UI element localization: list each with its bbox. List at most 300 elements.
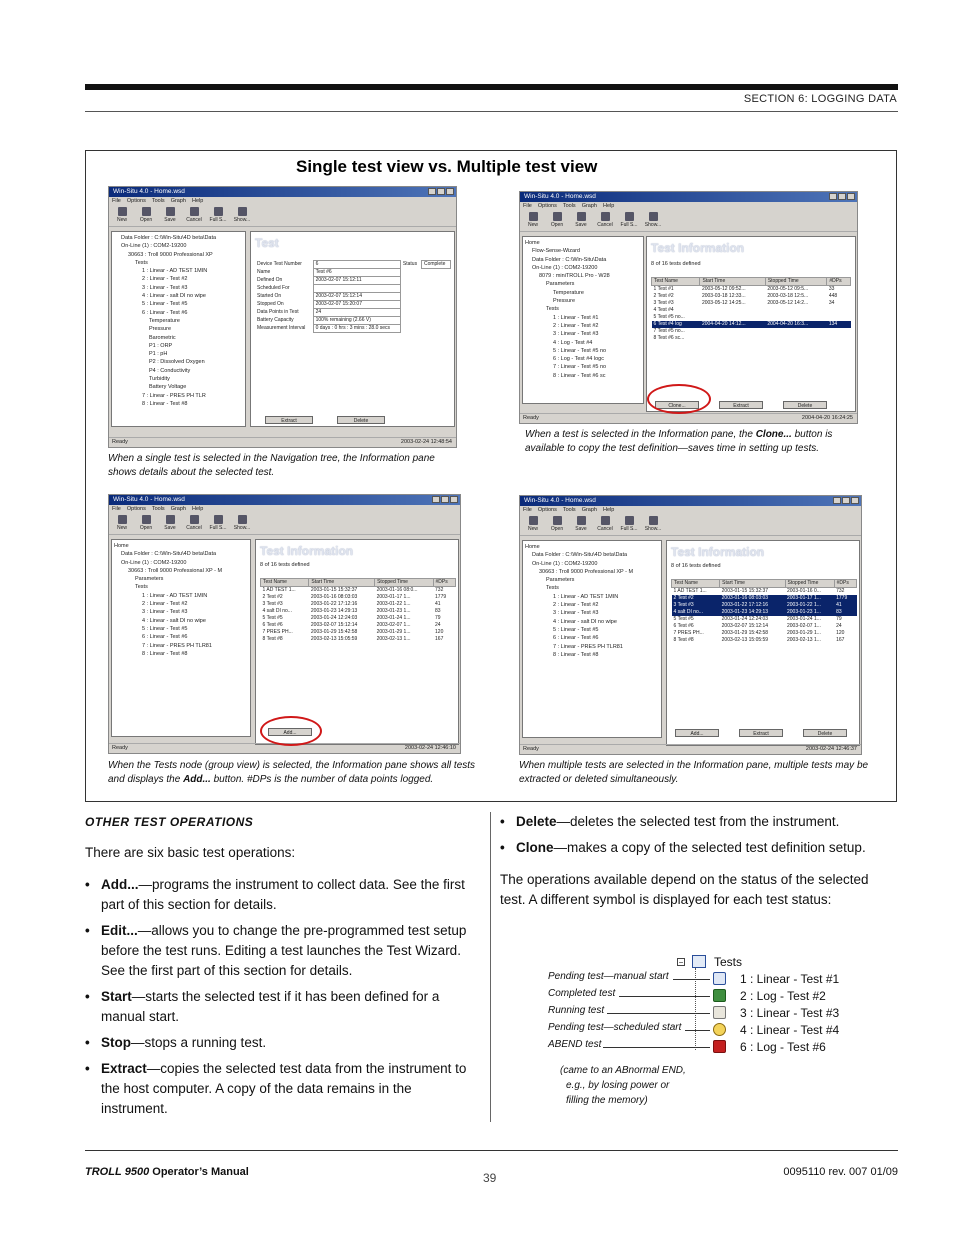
detail-label: Data Points in Test bbox=[257, 309, 299, 315]
tree-node: 5 : Linear - Test #5 no bbox=[553, 347, 607, 354]
test-details bbox=[255, 260, 451, 333]
section-label: SECTION 6: LOGGING DATA bbox=[743, 93, 897, 105]
operation-term: Start bbox=[101, 989, 132, 1004]
status-tree-item: 2 : Log - Test #2 bbox=[740, 989, 826, 1003]
toolbar-icon bbox=[142, 207, 151, 216]
leader-line bbox=[673, 979, 710, 980]
toolbar-label: Cancel bbox=[597, 222, 613, 228]
detail-value: 100% remaining (2.66 V) bbox=[313, 317, 400, 325]
toolbar-label: Save bbox=[575, 222, 587, 228]
menu-item: Help bbox=[602, 507, 615, 513]
toolbar-label: Save bbox=[164, 525, 176, 531]
operation-term: Extract bbox=[101, 1061, 147, 1076]
table-cell: 2003-01-22 17:12:16 bbox=[720, 602, 785, 609]
tree-node: 8 : Linear - Test #6 sc bbox=[553, 372, 606, 379]
table-cell: 2003-01-23 1... bbox=[785, 609, 834, 616]
operation-term: Delete bbox=[516, 814, 557, 829]
detail-value: 24 bbox=[313, 309, 400, 317]
table-row bbox=[652, 307, 851, 314]
table-cell bbox=[827, 314, 851, 321]
table-cell bbox=[700, 314, 765, 321]
table-row bbox=[672, 630, 857, 637]
toolbar-button bbox=[113, 207, 131, 225]
page-number: 39 bbox=[483, 1171, 497, 1185]
toolbar-button bbox=[596, 212, 614, 230]
toolbar-button bbox=[620, 212, 638, 230]
table-row bbox=[652, 321, 851, 328]
table-cell: 41 bbox=[834, 602, 856, 609]
toolbar-icon bbox=[529, 516, 538, 525]
toolbar-label: Full S... bbox=[209, 217, 227, 223]
tree-node: P1 : pH bbox=[149, 351, 168, 358]
menu-item: Graph bbox=[170, 506, 186, 512]
menubar bbox=[520, 202, 857, 211]
window-title: Win-Situ 4.0 - Home.wsd bbox=[524, 193, 596, 200]
tree-node: 8079 : miniTROLL Pro - W28 bbox=[539, 273, 610, 280]
tree-node: 7 : Linear - PRES PH TLR81 bbox=[142, 642, 212, 649]
tests-table bbox=[260, 578, 456, 643]
window-title: Win-Situ 4.0 - Home.wsd bbox=[113, 496, 185, 503]
table-row bbox=[261, 594, 456, 601]
detail-label: Device Test Number bbox=[257, 261, 302, 267]
toolbar-label: Full S... bbox=[620, 222, 638, 228]
table-cell: 8 Test #8 bbox=[673, 637, 694, 643]
menu-item: File bbox=[112, 198, 121, 204]
detail-label: Scheduled For bbox=[257, 285, 290, 291]
table-cell: 2003-01-23 14:29:13 bbox=[720, 609, 785, 616]
clone-button: Clone... bbox=[655, 401, 699, 409]
toolbar-button bbox=[161, 515, 179, 533]
toolbar-label: Show... bbox=[233, 525, 251, 531]
toolbar-icon bbox=[625, 516, 634, 525]
toolbar-label: New bbox=[116, 217, 127, 223]
tree-node: Pressure bbox=[149, 326, 172, 333]
tree-node: 3 : Linear - Test #3 bbox=[553, 610, 599, 617]
tree-node: 6 : Linear - Test #6 bbox=[553, 635, 599, 642]
toolbar bbox=[109, 206, 456, 227]
toolbar-label: Cancel bbox=[597, 526, 613, 532]
add-highlight-circle bbox=[260, 716, 322, 746]
test-status-diagram bbox=[545, 950, 875, 1110]
status-time: 2004-04-20 16:24:25 bbox=[801, 415, 853, 421]
table-row bbox=[652, 328, 851, 335]
table-cell: 2003-02-13 1... bbox=[376, 636, 411, 642]
tree-node: Temperature bbox=[149, 317, 180, 324]
table-cell: 2003-05-12 09:5... bbox=[767, 286, 809, 292]
toolbar-button bbox=[137, 207, 155, 225]
maximize-icon bbox=[842, 497, 850, 504]
tree-node: 2 : Linear - Test #2 bbox=[553, 322, 599, 329]
table-cell bbox=[765, 307, 827, 314]
status-text: Ready bbox=[523, 746, 539, 752]
close-icon bbox=[446, 188, 454, 195]
toolbar-label: Cancel bbox=[186, 525, 202, 531]
table-cell: 2003-01-16 0... bbox=[787, 588, 821, 594]
status-time: 2003-02-24 12:48:54 bbox=[400, 439, 452, 445]
toolbar-icon bbox=[214, 515, 223, 524]
table-cell: 4 Test #4 bbox=[653, 307, 674, 313]
table-cell: 2003-01-16 08:03:03 bbox=[720, 595, 785, 602]
information-pane bbox=[255, 539, 459, 745]
navigation-tree bbox=[111, 231, 246, 427]
menu-item: Graph bbox=[581, 203, 597, 209]
table-cell: 5 Test #5 bbox=[262, 615, 283, 621]
menu-item: Help bbox=[191, 198, 204, 204]
operation-item bbox=[85, 875, 477, 915]
status-tree-item: 3 : Linear - Test #3 bbox=[740, 1006, 840, 1020]
table-cell bbox=[827, 335, 851, 342]
window-title: Win-Situ 4.0 - Home.wsd bbox=[524, 497, 596, 504]
toolbar-icon bbox=[577, 516, 586, 525]
menubar bbox=[109, 197, 456, 206]
tree-node: 1 : Linear - AD TEST 1MIN bbox=[142, 592, 208, 599]
detail-row bbox=[255, 285, 451, 293]
menu-item: Graph bbox=[170, 198, 186, 204]
table-cell: 2 Test #2 bbox=[653, 293, 674, 299]
operations-list-left bbox=[85, 875, 477, 1119]
table-row bbox=[652, 293, 851, 300]
menu-item: Tools bbox=[562, 203, 576, 209]
extract-button: Extract bbox=[265, 416, 313, 424]
tree-node: On-Line (1) : COM2-19200 bbox=[532, 264, 598, 271]
menu-item: Tools bbox=[151, 506, 165, 512]
table-cell: 41 bbox=[435, 601, 441, 607]
status-label: Pending test—manual start bbox=[548, 971, 669, 982]
table-row bbox=[672, 588, 857, 596]
tree-node: Data Folder : C:\Win-Situ\4D beta\Data bbox=[532, 552, 628, 559]
table-cell: 2003-01-24 1... bbox=[787, 616, 821, 622]
column-header: #DPs bbox=[433, 579, 455, 587]
tree-node: 4 : Linear - salt DI no wipe bbox=[553, 618, 617, 625]
maximize-icon bbox=[437, 188, 445, 195]
operation-description: —stops a running test. bbox=[131, 1035, 267, 1050]
tree-node: 3 : Linear - Test #3 bbox=[142, 609, 188, 616]
toolbar-label: New bbox=[527, 526, 538, 532]
detail-value: 6 bbox=[313, 261, 400, 269]
table-row bbox=[261, 608, 456, 615]
tree-node: Data Folder : C:\Win-Situ\4D beta\Data bbox=[121, 551, 217, 558]
toolbar-icon bbox=[118, 207, 127, 216]
toolbar-icon bbox=[166, 515, 175, 524]
maximize-icon bbox=[838, 193, 846, 200]
column-divider bbox=[490, 812, 491, 1122]
tree-node: Parameters bbox=[135, 576, 164, 583]
add-button: Add... bbox=[268, 728, 312, 736]
toolbar-icon bbox=[238, 515, 247, 524]
tree-node: Home bbox=[114, 543, 129, 549]
toolbar-label: Open bbox=[550, 222, 564, 228]
table-cell: 2003-01-29 1... bbox=[787, 630, 821, 636]
leader-line bbox=[619, 996, 710, 997]
table-row bbox=[672, 616, 857, 623]
table-row bbox=[652, 300, 851, 307]
table-cell: 2003-05-12 14:25... bbox=[701, 300, 746, 306]
navigation-tree bbox=[111, 539, 251, 737]
table-cell: 2003-01-22 1... bbox=[376, 601, 411, 607]
table-row bbox=[261, 622, 456, 629]
toolbar-label: Open bbox=[550, 526, 564, 532]
tree-node: 30663 : Troll 9000 Professional XP bbox=[128, 251, 213, 258]
toolbar-icon bbox=[577, 212, 586, 221]
window-title: Win-Situ 4.0 - Home.wsd bbox=[113, 188, 185, 195]
status-time: 2003-02-24 12:46:10 bbox=[404, 745, 456, 751]
detail-row bbox=[255, 301, 451, 309]
tree-node: On-Line (1) : COM2-19200 bbox=[121, 559, 187, 566]
table-cell: 1 AD TEST 1... bbox=[262, 587, 296, 593]
right-column bbox=[500, 812, 895, 910]
pane-title: Test Information bbox=[651, 241, 745, 255]
tree-node: 3 : Linear - Test #3 bbox=[553, 331, 599, 338]
table-cell: 2003-01-15 15:32:37 bbox=[310, 587, 358, 593]
operation-description: —programs the instrument to collect data. See the first part of this section for details. bbox=[101, 877, 465, 912]
toolbar-label: Cancel bbox=[186, 217, 202, 223]
table-cell bbox=[765, 314, 827, 321]
operations-list-right bbox=[500, 812, 895, 858]
tree-node: 6 : Linear - Test #6 bbox=[142, 309, 188, 316]
tree-node: 4 : Linear - salt DI no wipe bbox=[142, 617, 206, 624]
table-cell: 2003-01-16 08:03:03 bbox=[310, 594, 358, 600]
tree-node: 5 : Linear - Test #5 bbox=[553, 626, 599, 633]
screenshot-group-view bbox=[108, 494, 461, 754]
table-row bbox=[652, 286, 851, 294]
table-cell: 2003-01-23 14:29:13 bbox=[310, 608, 358, 614]
detail-row bbox=[255, 317, 451, 325]
pane-title: Test Information bbox=[260, 544, 354, 558]
table-cell: 33 bbox=[828, 286, 835, 292]
table-cell: 732 bbox=[836, 588, 845, 594]
operation-item bbox=[85, 921, 477, 981]
table-cell: 6 Test #6 bbox=[673, 623, 694, 629]
table-row bbox=[672, 609, 857, 616]
tree-node: 7 : Linear - Test #5 no bbox=[553, 364, 607, 371]
toolbar-button bbox=[233, 515, 251, 533]
minimize-icon bbox=[829, 193, 837, 200]
tree-node: 8 : Linear - Test #8 bbox=[142, 650, 188, 657]
detail-value: 2003-02-07 15:12:14 bbox=[313, 293, 400, 301]
caption-group-view: When the Tests node (group view) is selected, the Information pane shows all tests and displays the Add... button. #DPs is the number of data points logged. bbox=[108, 760, 476, 785]
table-row bbox=[672, 623, 857, 630]
table-cell: 1 Test #1 bbox=[653, 286, 674, 292]
header-bar bbox=[85, 84, 898, 90]
table-cell: 5 Test #5 bbox=[673, 616, 694, 622]
tests-root-label: Tests bbox=[714, 955, 743, 969]
window-titlebar bbox=[520, 192, 857, 202]
column-header: Start Time bbox=[700, 278, 765, 286]
tree-node: Parameters bbox=[546, 281, 575, 288]
detail-row bbox=[255, 325, 451, 333]
screenshot-multiple-tests bbox=[519, 495, 862, 755]
table-cell: 2003-01-15 15:32:37 bbox=[721, 588, 769, 594]
table-cell: 2003-01-24 12:24:03 bbox=[721, 616, 769, 622]
table-header bbox=[672, 580, 857, 588]
toolbar bbox=[520, 211, 857, 232]
status-bar bbox=[109, 437, 456, 447]
toolbar-icon bbox=[529, 212, 538, 221]
table-cell: 2003-01-22 1... bbox=[785, 602, 834, 609]
status-note: (came to an ABnormal END, e.g., by losing power or filling the memory) bbox=[560, 1065, 686, 1106]
toolbar-icon bbox=[553, 516, 562, 525]
toolbar-button bbox=[596, 516, 614, 534]
table-cell: 2003-02-13 15:05:59 bbox=[310, 636, 358, 642]
toolbar-button bbox=[620, 516, 638, 534]
operation-term: Add... bbox=[101, 877, 139, 892]
tree-node: 5 : Linear - Test #5 bbox=[142, 625, 188, 632]
detail-label: Defined On bbox=[257, 277, 283, 283]
table-cell: 448 bbox=[828, 293, 838, 299]
table-cell: 7 Test #5 no... bbox=[653, 328, 685, 334]
detail-value: 2003-02-07 15:20:07 bbox=[313, 301, 400, 309]
toolbar-icon bbox=[118, 515, 127, 524]
operation-item bbox=[85, 987, 477, 1027]
table-cell: 83 bbox=[834, 609, 856, 616]
table-cell: 2003-03-18 12:5... bbox=[767, 293, 809, 299]
pane-title: Test bbox=[255, 236, 279, 250]
tree-node: Tests bbox=[546, 306, 559, 313]
table-cell: 167 bbox=[435, 636, 444, 642]
menubar bbox=[520, 506, 861, 515]
table-row bbox=[652, 335, 851, 342]
column-header: Test Name bbox=[672, 580, 720, 588]
table-cell: 2003-02-13 15:05:59 bbox=[721, 637, 769, 643]
table-cell: 2 Test #2 bbox=[262, 594, 283, 600]
table-cell: 1 AD TEST 1... bbox=[673, 588, 707, 594]
close-icon bbox=[847, 193, 855, 200]
detail-label: Name bbox=[257, 269, 271, 275]
maximize-icon bbox=[441, 496, 449, 503]
table-header bbox=[652, 278, 851, 286]
tree-node: Barometric bbox=[149, 334, 176, 341]
table-cell: 120 bbox=[435, 629, 444, 635]
table-cell: 6 Test #4 log bbox=[652, 321, 700, 328]
section-heading: OTHER TEST OPERATIONS bbox=[85, 815, 254, 829]
toolbar-button bbox=[572, 516, 590, 534]
detail-row bbox=[255, 269, 451, 277]
toolbar-icon bbox=[142, 515, 151, 524]
column-header: #DPs bbox=[827, 278, 851, 286]
tree-node: 8 : Linear - Test #8 bbox=[553, 651, 599, 658]
menu-item: Graph bbox=[581, 507, 597, 513]
table-row bbox=[652, 314, 851, 321]
toolbar-icon bbox=[649, 516, 658, 525]
table-cell: 732 bbox=[435, 587, 444, 593]
tree-node: 8 : Linear - Test #8 bbox=[142, 400, 188, 407]
table-row bbox=[261, 629, 456, 636]
detail-label: Measurement Interval bbox=[257, 325, 306, 331]
table-cell: 2003-01-17 1... bbox=[376, 594, 411, 600]
toolbar bbox=[520, 515, 861, 536]
tree-node: 1 : Linear - Test #1 bbox=[553, 314, 599, 321]
delete-button: Delete bbox=[803, 729, 847, 737]
table-cell: 2 Test #2 bbox=[672, 595, 720, 602]
doc-number: 0095110 rev. 007 01/09 bbox=[783, 1166, 898, 1178]
table-cell: 2003-01-23 1... bbox=[376, 608, 411, 614]
table-cell: 2003-01-24 12:24:03 bbox=[310, 615, 358, 621]
menu-item: Help bbox=[191, 506, 204, 512]
minimize-icon bbox=[428, 188, 436, 195]
table-cell bbox=[700, 328, 765, 335]
toolbar-button bbox=[209, 515, 227, 533]
table-cell: 2003-02-13 1... bbox=[787, 637, 821, 643]
figure-title: Single test view vs. Multiple test view bbox=[296, 157, 598, 176]
tree-node: 5 : Linear - Test #5 bbox=[142, 301, 188, 308]
footer-rule bbox=[85, 1150, 898, 1151]
table-cell: 79 bbox=[435, 615, 441, 621]
table-cell: 2003-01-22 17:12:16 bbox=[310, 601, 358, 607]
table-cell: 79 bbox=[836, 616, 842, 622]
toolbar-button bbox=[185, 207, 203, 225]
toolbar-icon bbox=[553, 212, 562, 221]
completed-icon bbox=[713, 989, 726, 1002]
extract-button: Extract bbox=[739, 729, 783, 737]
window-titlebar bbox=[109, 495, 460, 505]
tree-node: 3 : Linear - Test #3 bbox=[142, 284, 188, 291]
information-pane bbox=[666, 540, 860, 746]
table-cell: 2003-02-07 1... bbox=[376, 622, 411, 628]
table-cell: 3 Test #3 bbox=[653, 300, 674, 306]
test-count: 8 of 16 tests defined bbox=[671, 563, 721, 569]
detail-value: 2003-02-07 15:12:11 bbox=[313, 277, 400, 285]
delete-button: Delete bbox=[337, 416, 385, 424]
toolbar-button bbox=[209, 207, 227, 225]
menu-item: Tools bbox=[562, 507, 576, 513]
caption-multiple-tests: When multiple tests are selected in the Information pane, multiple tests may be extracted or deleted simultaneously. bbox=[519, 760, 869, 785]
toolbar-icon bbox=[166, 207, 175, 216]
minimize-icon bbox=[833, 497, 841, 504]
table-cell: 1779 bbox=[435, 594, 447, 600]
table-cell: 2003-05-12 14:2... bbox=[767, 300, 809, 306]
caption-clone-test: When a test is selected in the Information pane, the Clone... button is available to copy the test definition—saves time in setting up tests. bbox=[525, 429, 833, 454]
table-row bbox=[672, 602, 857, 609]
column-header: Stopped Time bbox=[375, 579, 433, 587]
toolbar-button bbox=[161, 207, 179, 225]
column-header: Stopped Time bbox=[765, 278, 827, 286]
status-bar bbox=[520, 744, 861, 754]
test-count: 8 of 16 tests defined bbox=[651, 261, 701, 267]
tests-folder-icon bbox=[692, 955, 706, 968]
status-paragraph: The operations available depend on the status of the selected test. A different symbol is displayed for each test status: bbox=[500, 872, 869, 907]
table-cell: 2003-03-18 12:33... bbox=[701, 293, 746, 299]
status-tree-item: 6 : Log - Test #6 bbox=[740, 1040, 826, 1054]
delete-button: Delete bbox=[783, 401, 827, 409]
detail-label: Status bbox=[402, 261, 418, 267]
table-cell bbox=[827, 328, 851, 335]
table-row bbox=[261, 636, 456, 643]
clone-highlight-circle bbox=[647, 384, 711, 414]
table-cell bbox=[765, 335, 827, 342]
tests-table bbox=[651, 277, 851, 342]
toolbar-label: New bbox=[116, 525, 127, 531]
detail-value: Test #6 bbox=[313, 269, 400, 277]
toolbar-label: Save bbox=[575, 526, 587, 532]
table-cell: 24 bbox=[435, 622, 441, 628]
menu-item: File bbox=[523, 203, 532, 209]
toolbar-label: Show... bbox=[233, 217, 251, 223]
table-cell: 3 Test #3 bbox=[262, 601, 283, 607]
toolbar-icon bbox=[649, 212, 658, 221]
pending-manual-icon bbox=[713, 972, 726, 985]
table-cell: 2003-01-16 08:0... bbox=[376, 587, 418, 593]
menu-item: Options bbox=[126, 198, 146, 204]
table-cell: 2004-04-20 14:12... bbox=[700, 321, 765, 328]
window-titlebar bbox=[109, 187, 456, 197]
tree-node: 4 : Linear - salt DI no wipe bbox=[142, 293, 206, 300]
status-label: Pending test—scheduled start bbox=[548, 1022, 682, 1033]
close-icon bbox=[450, 496, 458, 503]
toolbar-button bbox=[644, 516, 662, 534]
table-cell: 7 PRES PH... bbox=[262, 629, 293, 635]
menubar bbox=[109, 505, 460, 514]
toolbar bbox=[109, 514, 460, 535]
